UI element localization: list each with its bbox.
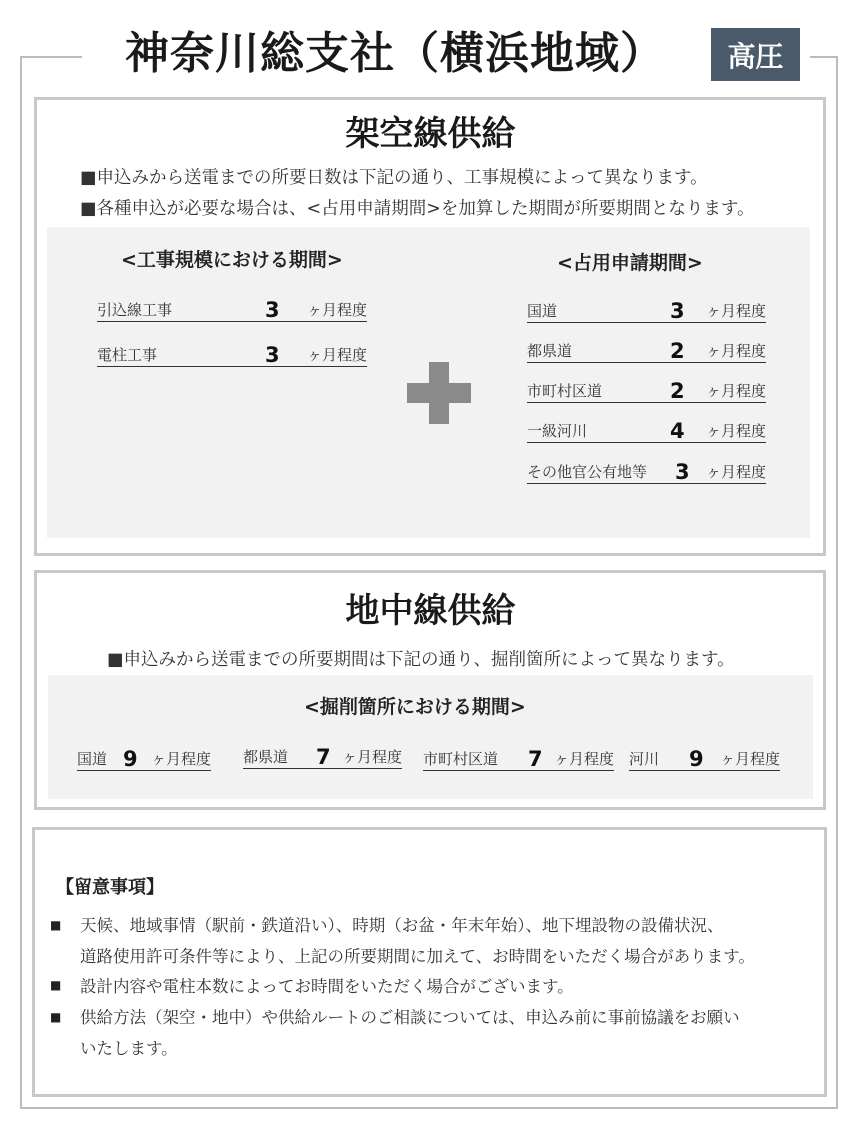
page-title: 神奈川総支社（横浜地域）: [125, 28, 665, 79]
notes-heading: 【留意事項】: [56, 877, 164, 898]
bullet-icon: ■: [50, 978, 62, 992]
aerial-note-2: ■各種申込が必要な場合は、<占用申請期間>を加算した期間が所要期間となります。: [80, 199, 755, 219]
occupancy-row: [527, 419, 766, 443]
row-value: 4: [670, 419, 685, 443]
occupancy-row: [527, 460, 766, 484]
note-item-line: 設計内容や電柱本数によってお時間をいただく場合がございます。: [80, 977, 574, 996]
row-unit: ヶ月程度: [705, 302, 766, 320]
row-label: 市町村区道: [527, 382, 603, 400]
row-value: 3: [265, 298, 280, 322]
row-label: 河川: [629, 750, 660, 768]
occupancy-row: [527, 339, 766, 363]
aerial-heading: 架空線供給: [345, 114, 516, 154]
row-unit: ヶ月程度: [705, 463, 766, 481]
row-value: 3: [675, 460, 690, 484]
note-item-line: 天候、地域事情（駅前・鉄道沿い）、時期（お盆・年末年始）、地下埋設物の設備状況、: [80, 916, 724, 935]
row-value: 3: [265, 343, 280, 367]
aerial-note-1: ■申込みから送電までの所要日数は下記の通り、工事規模によって異なります。: [80, 168, 708, 188]
note-item-line: 道路使用許可条件等により、上記の所要期間に加えて、お時間をいただく場合があります。: [80, 947, 755, 966]
row-unit: ヶ月程度: [306, 346, 367, 364]
excavation-row: [243, 745, 402, 769]
excavation-row: [423, 747, 614, 771]
row-value: 3: [670, 299, 685, 323]
row-label: 市町村区道: [423, 750, 499, 768]
row-label: 一級河川: [527, 422, 588, 440]
row-value: 2: [670, 339, 685, 363]
row-value: 9: [123, 747, 138, 771]
occupancy-row: [527, 299, 766, 323]
row-value: 7: [316, 745, 331, 769]
row-label: 都県道: [527, 342, 573, 360]
row-label: 国道: [527, 302, 558, 320]
row-value: 7: [528, 747, 543, 771]
row-unit: ヶ月程度: [553, 750, 614, 768]
row-value: 9: [689, 747, 704, 771]
bullet-icon: ■: [50, 918, 62, 932]
underground-heading: 地中線供給: [345, 591, 516, 631]
row-unit: ヶ月程度: [705, 342, 766, 360]
bullet-icon: ■: [50, 1010, 62, 1024]
row-label: その他官公有地等: [527, 463, 648, 481]
occupancy-row: [527, 379, 766, 403]
row-label: 電柱工事: [97, 346, 158, 364]
construction-row: [97, 298, 367, 322]
underground-note: ■申込みから送電までの所要期間は下記の通り、掘削箇所によって異なります。: [107, 650, 735, 670]
plus-icon-vertical: [429, 362, 449, 424]
note-item-line: 供給方法（架空・地中）や供給ルートのご相談については、申込み前に事前協議をお願い: [80, 1008, 740, 1027]
row-label: 都県道: [243, 748, 289, 766]
row-label: 国道: [77, 750, 108, 768]
row-unit: ヶ月程度: [705, 422, 766, 440]
excavation-row: [629, 747, 780, 771]
row-unit: ヶ月程度: [719, 750, 780, 768]
row-unit: ヶ月程度: [341, 748, 402, 766]
voltage-badge: 高圧: [711, 28, 800, 81]
construction-row: [97, 343, 367, 367]
excavation-heading: <掘削箇所における期間>: [304, 696, 526, 718]
construction-heading: <工事規模における期間>: [121, 249, 343, 271]
row-unit: ヶ月程度: [705, 382, 766, 400]
row-label: 引込線工事: [97, 301, 173, 319]
note-item-line: いたします。: [80, 1039, 178, 1058]
row-unit: ヶ月程度: [150, 750, 211, 768]
row-unit: ヶ月程度: [306, 301, 367, 319]
excavation-row: [77, 747, 211, 771]
row-value: 2: [670, 379, 685, 403]
occupancy-heading: <占用申請期間>: [557, 252, 703, 274]
